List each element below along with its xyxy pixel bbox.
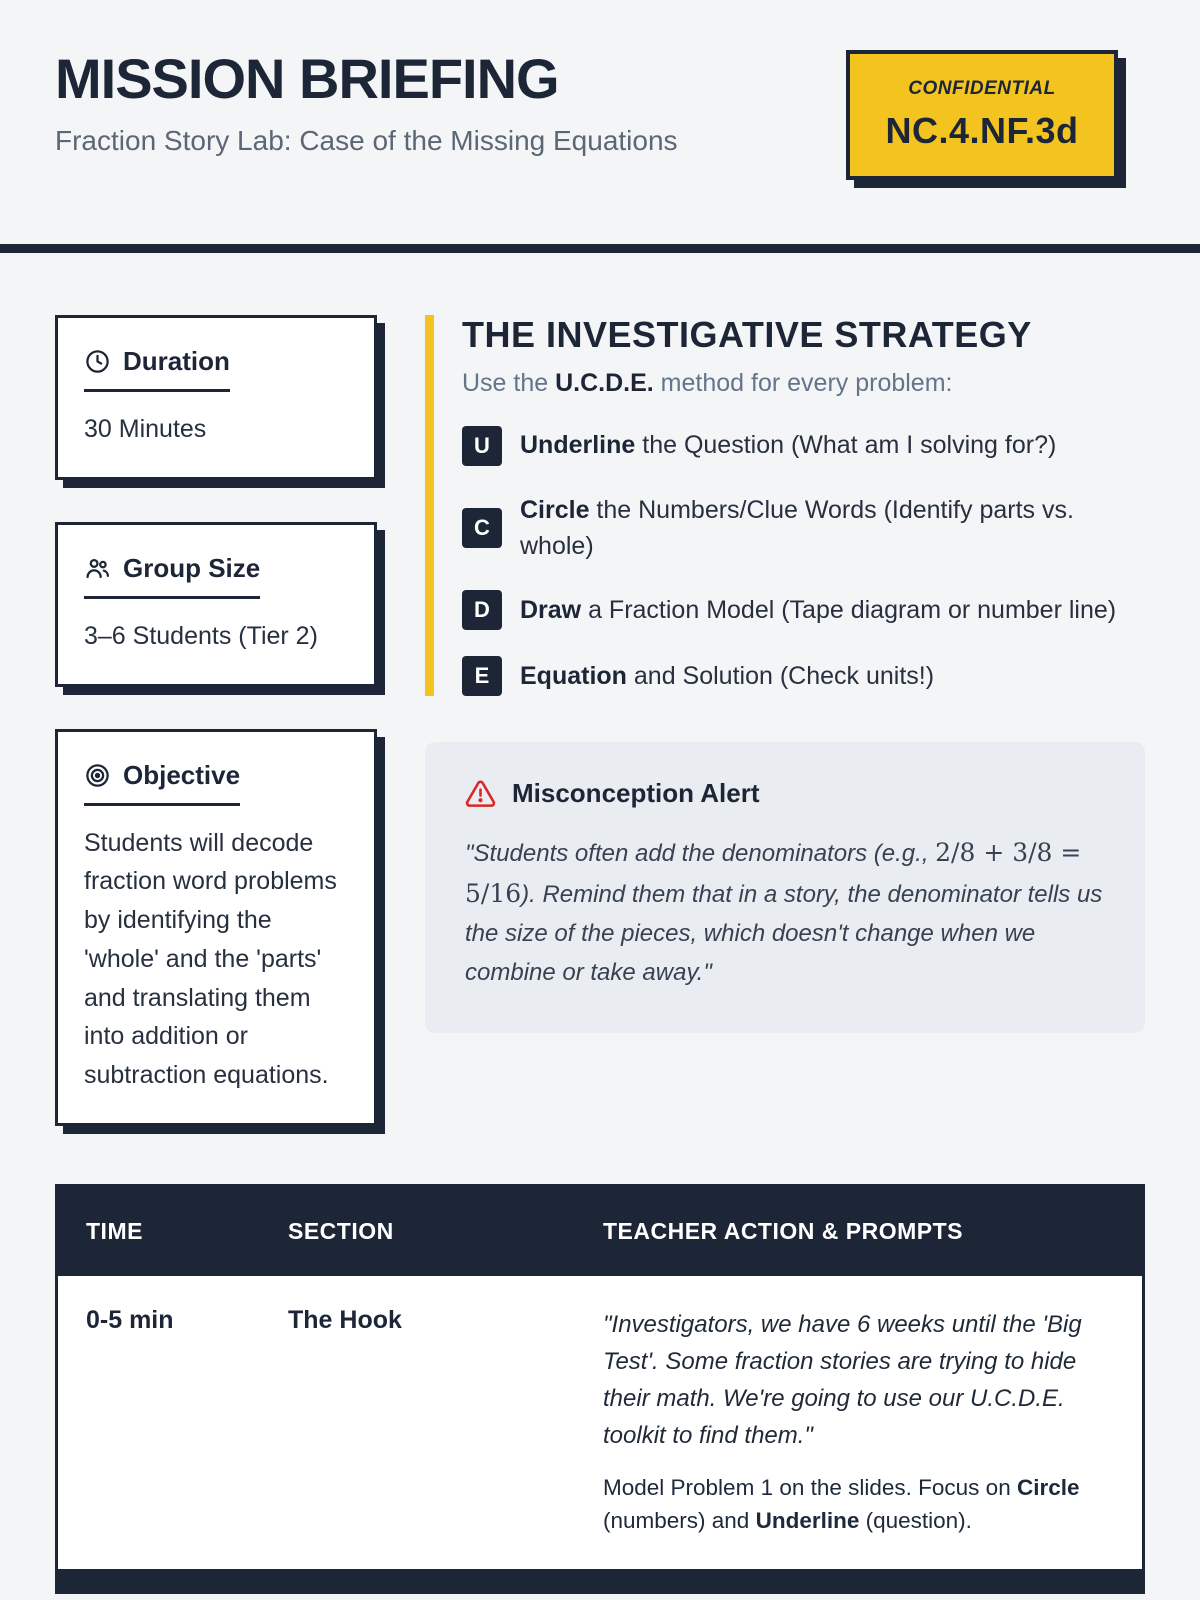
step-text — [520, 592, 1116, 628]
teacher-quote: "Investigators, we have 6 weeks until the 'Big Test'. Some fraction stories are trying to hide their math. We're going to use our U.C.D.E. toolkit to find them." — [603, 1310, 1082, 1450]
clock-icon — [84, 348, 111, 375]
warning-icon — [465, 778, 496, 809]
main-content — [0, 253, 1200, 1126]
header-text — [55, 47, 678, 157]
step-description: and Solution (Check units!) — [626, 661, 935, 690]
action-prefix: Model Problem 1 on the slides. Focus on — [603, 1474, 1017, 1500]
objective-text: Students will decode fraction word problems by identifying the 'whole' and the 'parts' and translating them into addition or subtraction equations. — [84, 828, 337, 1089]
strategy-steps — [462, 426, 1145, 697]
objective-card — [55, 729, 377, 1126]
group-icon — [84, 555, 111, 582]
step-description: a Fraction Model (Tape diagram or number line) — [581, 595, 1117, 624]
header-divider — [0, 244, 1200, 253]
page-subtitle: Fraction Story Lab: Case of the Missing Equations — [55, 124, 678, 156]
misconception-alert-heading — [465, 778, 1105, 809]
teacher-action-note — [603, 1471, 1118, 1539]
objective-card-heading — [84, 760, 240, 806]
duration-value: 30 Minutes — [84, 415, 207, 443]
action-keyword-circle: Circle — [1016, 1474, 1080, 1500]
step-circle — [462, 492, 1145, 565]
standard-badge — [846, 50, 1118, 180]
strategy-intro-acronym: U.C.D.E. — [555, 368, 654, 397]
step-letter-badge: D — [462, 590, 502, 630]
step-keyword: Underline — [520, 431, 636, 460]
objective-card-title: Objective — [123, 759, 241, 790]
page-title: MISSION BRIEFING — [55, 47, 559, 110]
badge-standard-code: NC.4.NF.3d — [885, 110, 1079, 151]
column-header-section: SECTION — [288, 1217, 394, 1244]
action-suffix: (question). — [859, 1508, 972, 1534]
info-sidebar — [55, 315, 377, 1126]
alert-math-expression: 2/8 + 3/8 = 5/16 — [465, 838, 1082, 908]
misconception-alert-title: Misconception Alert — [512, 778, 760, 809]
step-text — [520, 658, 934, 694]
strategy-section — [425, 315, 1145, 1033]
step-underline — [462, 426, 1145, 466]
duration-card-heading — [84, 346, 230, 392]
column-header-teacher-action: TEACHER ACTION & PROMPTS — [603, 1217, 963, 1244]
column-header-time: TIME — [86, 1217, 143, 1244]
target-icon — [84, 762, 111, 789]
lesson-plan-table — [55, 1184, 1145, 1594]
step-letter-badge: U — [462, 426, 502, 466]
table-header-row — [58, 1187, 1142, 1276]
step-keyword: Equation — [520, 661, 627, 690]
table-row — [58, 1276, 1142, 1569]
step-letter-badge: C — [462, 508, 502, 548]
step-description: the Numbers/Clue Words (Identify parts vs. whole) — [520, 495, 1074, 560]
duration-card-title: Duration — [123, 346, 230, 376]
header — [0, 0, 1200, 244]
action-middle: (numbers) and — [603, 1508, 756, 1534]
group-size-card — [55, 522, 377, 687]
row-section: The Hook — [288, 1305, 402, 1334]
step-text — [520, 427, 1056, 463]
strategy-intro-prefix: Use the — [462, 368, 556, 397]
alert-quote-end: ). Remind them that in a story, the denominator tells us the size of the pieces, which doesn't change when we combine or take away." — [465, 880, 1103, 986]
row-teacher-action — [575, 1276, 1142, 1569]
investigative-strategy — [425, 315, 1145, 696]
step-letter-badge: E — [462, 656, 502, 696]
alert-quote-start: "Students often add the denominators (e.g., — [465, 840, 936, 868]
group-size-card-heading — [84, 553, 260, 599]
action-keyword-underline: Underline — [755, 1508, 860, 1534]
step-text — [520, 492, 1145, 565]
group-size-value: 3–6 Students (Tier 2) — [84, 621, 318, 650]
misconception-alert-text — [465, 833, 1105, 993]
row-time: 0-5 min — [86, 1305, 174, 1334]
strategy-intro-suffix: method for every problem: — [653, 368, 953, 397]
badge-label: CONFIDENTIAL — [908, 78, 1056, 99]
strategy-title: THE INVESTIGATIVE STRATEGY — [462, 314, 1032, 355]
step-draw — [462, 590, 1145, 630]
group-size-card-title: Group Size — [123, 552, 261, 583]
step-keyword: Circle — [520, 495, 590, 524]
strategy-intro — [462, 369, 1145, 398]
step-equation — [462, 656, 1145, 696]
misconception-alert — [425, 742, 1145, 1033]
table-row-divider — [58, 1569, 1142, 1591]
step-keyword: Draw — [520, 595, 582, 624]
duration-card — [55, 315, 377, 480]
step-description: the Question (What am I solving for?) — [635, 431, 1057, 460]
